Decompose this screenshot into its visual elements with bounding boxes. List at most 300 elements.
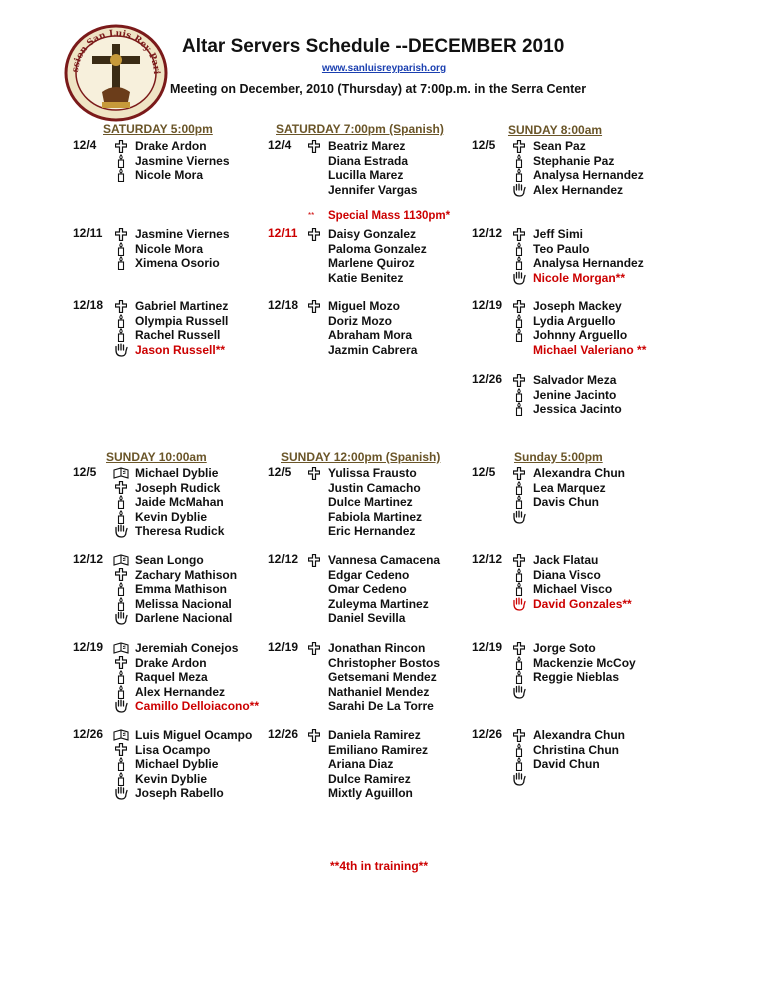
blank-icon	[306, 568, 322, 582]
server-row	[113, 582, 227, 597]
candle-icon	[511, 328, 527, 342]
server-name: Sarahi De La Torre	[328, 699, 434, 714]
server-name: Marlene Quiroz	[328, 256, 415, 271]
server-row	[113, 227, 230, 242]
server-row	[113, 757, 218, 772]
blank-icon	[306, 597, 322, 611]
server-name: Analysa Hernandez	[533, 168, 644, 183]
candle-icon	[511, 242, 527, 256]
server-row	[306, 271, 403, 286]
server-row	[113, 299, 228, 314]
special-mass-note: Special Mass 1130pm*	[328, 210, 451, 222]
processional-cross-icon	[306, 466, 322, 480]
server-name: Emiliano Ramirez	[328, 742, 429, 757]
server-row	[511, 183, 623, 198]
blank-icon	[306, 154, 322, 168]
server-name: Sean Longo	[135, 553, 204, 568]
server-name: Fabiola Martinez	[328, 509, 423, 524]
blank-icon	[306, 582, 322, 596]
server-name: Jeremiah Conejos	[135, 641, 239, 656]
server-name: Zuleyma Martinez	[328, 596, 429, 611]
server-row	[511, 743, 619, 758]
server-row	[113, 466, 218, 481]
blank-icon	[306, 510, 322, 524]
server-name: Dulce Ramirez	[328, 771, 411, 786]
candle-icon	[511, 743, 527, 757]
server-row	[306, 670, 437, 685]
blank-icon	[306, 611, 322, 625]
server-name: Analysa Hernandez	[533, 256, 644, 271]
candle-icon	[511, 568, 527, 582]
server-name: Daniel Sevilla	[328, 611, 406, 626]
server-name: Jeff Simi	[533, 227, 584, 242]
header-saturday-5pm: SATURDAY 5:00pm	[103, 122, 213, 136]
service-date: 12/19	[472, 298, 503, 312]
blank-icon	[306, 743, 322, 757]
server-row	[306, 772, 411, 787]
server-name: Michael Dyblie	[135, 757, 219, 772]
bell-hand-icon	[511, 685, 527, 699]
server-row	[113, 685, 225, 700]
server-row	[113, 328, 220, 343]
blank-icon	[306, 314, 322, 328]
server-name: Jessica Jacinto	[533, 402, 622, 417]
server-row	[306, 256, 415, 271]
server-name: Yulissa Frausto	[328, 466, 417, 481]
server-name: Omar Cedeno	[328, 582, 407, 597]
note-marker: **	[308, 211, 315, 220]
candle-icon	[113, 168, 129, 182]
server-row	[113, 314, 228, 329]
server-row	[113, 481, 220, 496]
server-name: Stephanie Paz	[533, 153, 615, 168]
bell-hand-icon	[113, 343, 129, 357]
server-row	[113, 154, 230, 169]
server-row	[511, 168, 644, 183]
server-row	[511, 373, 616, 388]
server-name: Michael Valeriano **	[533, 342, 647, 357]
processional-cross-icon	[306, 641, 322, 655]
candle-icon	[113, 256, 129, 270]
server-name: Joseph Mackey	[533, 299, 622, 314]
service-date: 12/26	[73, 727, 104, 741]
candle-icon	[113, 495, 129, 509]
server-name: Mackenzie McCoy	[533, 655, 636, 670]
server-row	[306, 343, 417, 358]
processional-cross-icon	[511, 641, 527, 655]
candle-icon	[511, 314, 527, 328]
service-date: 12/4	[268, 138, 292, 152]
blank-icon	[306, 524, 322, 538]
server-name: Nathaniel Mendez	[328, 684, 430, 699]
server-row	[306, 139, 405, 154]
server-name: Davis Chun	[533, 495, 600, 510]
server-name: Teo Paulo	[533, 241, 590, 256]
server-name: Jason Russell**	[135, 342, 226, 357]
processional-cross-icon	[306, 728, 322, 742]
processional-cross-icon	[113, 743, 129, 757]
server-row	[306, 699, 434, 714]
server-row	[113, 597, 232, 612]
server-row	[113, 524, 224, 539]
bell-hand-icon	[511, 597, 527, 611]
service-date: 12/19	[268, 640, 299, 654]
candle-icon	[113, 582, 129, 596]
server-row	[113, 256, 220, 271]
page-title: Altar Servers Schedule --DECEMBER 2010	[182, 36, 565, 57]
blank-icon	[306, 343, 322, 357]
candle-icon	[113, 242, 129, 256]
server-name: Jasmine Viernes	[135, 227, 230, 242]
server-name: Beatriz Marez	[328, 139, 406, 154]
server-row	[113, 656, 207, 671]
server-name: Camillo Delloiacono**	[135, 699, 260, 714]
server-name: Jaide McMahan	[135, 495, 224, 510]
candle-icon	[113, 154, 129, 168]
service-date: 12/26	[472, 372, 503, 386]
service-date: 12/11	[73, 226, 103, 240]
blank-icon	[306, 495, 322, 509]
server-name: Gabriel Martinez	[135, 299, 229, 314]
candle-icon	[511, 256, 527, 270]
candle-icon	[113, 685, 129, 699]
server-row	[511, 510, 533, 525]
server-name: Rachel Russell	[135, 328, 221, 343]
candle-icon	[511, 495, 527, 509]
server-row	[511, 299, 622, 314]
server-name: Lea Marquez	[533, 480, 606, 495]
server-row	[306, 728, 421, 743]
server-name: Drake Ardon	[135, 655, 207, 670]
blank-icon	[306, 670, 322, 684]
candle-icon	[511, 656, 527, 670]
blank-icon	[306, 656, 322, 670]
bell-hand-icon	[113, 699, 129, 713]
processional-cross-icon	[113, 139, 129, 153]
header-sunday-8am: SUNDAY 8:00am	[508, 123, 603, 137]
server-name: Katie Benitez	[328, 270, 404, 285]
candle-icon	[511, 481, 527, 495]
header-sunday-10am: SUNDAY 10:00am	[106, 450, 207, 464]
server-name: Edgar Cedeno	[328, 567, 410, 582]
server-name: Luis Miguel Ocampo	[135, 728, 253, 743]
server-row	[306, 495, 413, 510]
server-row	[511, 568, 601, 583]
server-name: Theresa Rudick	[135, 524, 225, 539]
server-row	[306, 524, 415, 539]
server-row	[306, 299, 400, 314]
blank-icon	[306, 772, 322, 786]
server-row	[511, 656, 636, 671]
server-row	[306, 183, 417, 198]
service-date: 12/5	[472, 138, 496, 152]
service-date: 12/19	[472, 640, 503, 654]
training-footnote: **4th in training**	[330, 859, 429, 873]
server-row	[306, 611, 405, 626]
service-date: 12/26	[472, 727, 503, 741]
server-name: Nicole Mora	[135, 168, 204, 183]
server-name: Vannesa Camacena	[328, 553, 441, 568]
server-row	[306, 466, 417, 481]
server-name: David Gonzales**	[533, 596, 632, 611]
server-name: Jasmine Viernes	[135, 153, 230, 168]
server-name: Miguel Mozo	[328, 299, 400, 314]
server-name: Kevin Dyblie	[135, 509, 208, 524]
server-row	[511, 728, 625, 743]
server-row	[113, 568, 237, 583]
service-date: 12/18	[268, 298, 299, 312]
blank-icon	[306, 183, 322, 197]
server-name: Nicole Mora	[135, 241, 204, 256]
server-row	[113, 743, 210, 758]
server-name: Ximena Osorio	[135, 256, 220, 271]
candle-icon	[511, 582, 527, 596]
server-name: Michael Dyblie	[135, 466, 219, 481]
blank-icon	[306, 242, 322, 256]
server-name: Christina Chun	[533, 742, 619, 757]
server-name: Joseph Rudick	[135, 480, 221, 495]
blank-icon	[306, 256, 322, 270]
candle-icon	[511, 168, 527, 182]
server-name: Ariana Diaz	[328, 757, 394, 772]
bell-hand-icon	[511, 772, 527, 786]
server-name: Alexandra Chun	[533, 466, 626, 481]
candle-icon	[113, 314, 129, 328]
bell-hand-icon	[113, 524, 129, 538]
server-row	[113, 772, 207, 787]
server-row	[113, 728, 252, 743]
server-name: Abraham Mora	[328, 328, 413, 343]
server-name: Olympia Russell	[135, 313, 229, 328]
service-date: 12/5	[73, 465, 97, 479]
server-row	[511, 343, 646, 358]
processional-cross-icon	[306, 227, 322, 241]
server-name: Salvador Meza	[533, 373, 617, 388]
service-date: 12/12	[73, 552, 104, 566]
server-name: Nicole Morgan**	[533, 270, 626, 285]
server-row	[306, 242, 427, 257]
candle-icon	[511, 388, 527, 402]
candle-icon	[113, 510, 129, 524]
service-date: 12/11	[268, 226, 298, 240]
blank-icon	[306, 786, 322, 800]
server-row	[113, 670, 208, 685]
server-name: Jennifer Vargas	[328, 182, 418, 197]
processional-cross-icon	[511, 227, 527, 241]
processional-cross-icon	[511, 466, 527, 480]
service-date: 12/5	[472, 465, 496, 479]
server-name: Jack Flatau	[533, 553, 599, 568]
server-row	[306, 786, 413, 801]
server-row	[511, 271, 625, 286]
server-row	[306, 510, 422, 525]
service-date: 12/12	[472, 226, 503, 240]
server-name: Lucilla Marez	[328, 168, 404, 183]
server-row	[306, 481, 421, 496]
candle-icon	[113, 772, 129, 786]
server-row	[511, 227, 583, 242]
book-icon	[113, 641, 129, 655]
processional-cross-icon	[306, 299, 322, 313]
candle-icon	[511, 670, 527, 684]
server-row	[511, 328, 627, 343]
blank-icon	[306, 699, 322, 713]
server-name: Christopher Bostos	[328, 655, 441, 670]
server-row	[511, 597, 632, 612]
server-name: Sean Paz	[533, 139, 586, 154]
processional-cross-icon	[306, 553, 322, 567]
server-name: Alexandra Chun	[533, 728, 626, 743]
server-row	[511, 553, 598, 568]
server-name: Johnny Arguello	[533, 328, 628, 343]
server-row	[511, 582, 612, 597]
meeting-notice: Meeting on December, 2010 (Thursday) at 7:00p.m. in the Serra Center	[170, 82, 587, 96]
server-row	[113, 641, 238, 656]
server-name: Getsemani Mendez	[328, 670, 437, 685]
blank-icon	[306, 328, 322, 342]
server-name: Darlene Nacional	[135, 611, 233, 626]
service-date: 12/18	[73, 298, 104, 312]
bell-hand-icon	[511, 510, 527, 524]
server-row	[511, 466, 625, 481]
server-name: Lisa Ocampo	[135, 742, 211, 757]
server-row	[511, 242, 589, 257]
processional-cross-icon	[511, 553, 527, 567]
server-row	[306, 582, 407, 597]
bell-hand-icon	[511, 271, 527, 285]
server-row	[511, 256, 644, 271]
server-name: Mixtly Aguillon	[328, 786, 413, 801]
processional-cross-icon	[511, 728, 527, 742]
server-name: Raquel Meza	[135, 670, 208, 685]
processional-cross-icon	[113, 656, 129, 670]
server-name: Diana Estrada	[328, 153, 409, 168]
server-row	[511, 481, 606, 496]
server-name: Jazmin Cabrera	[328, 342, 418, 357]
server-row	[113, 495, 224, 510]
server-row	[306, 314, 392, 329]
server-row	[306, 328, 412, 343]
server-row	[306, 743, 428, 758]
server-name: Melissa Nacional	[135, 596, 232, 611]
processional-cross-icon	[113, 568, 129, 582]
service-date: 12/26	[268, 727, 299, 741]
server-row	[113, 168, 203, 183]
candle-icon	[113, 670, 129, 684]
server-row	[113, 343, 225, 358]
server-name: Zachary Mathison	[135, 567, 238, 582]
server-row	[306, 656, 440, 671]
server-row	[306, 154, 408, 169]
server-row	[511, 388, 616, 403]
bell-hand-icon	[113, 786, 129, 800]
server-row	[306, 553, 440, 568]
book-icon	[113, 728, 129, 742]
blank-icon	[306, 271, 322, 285]
header-sunday-12pm: SUNDAY 12:00pm (Spanish)	[281, 450, 441, 464]
bell-hand-icon	[113, 611, 129, 625]
server-row	[113, 699, 259, 714]
server-name: Joseph Rabello	[135, 786, 224, 801]
server-name: Jonathan Rincon	[328, 641, 426, 656]
server-row	[511, 772, 533, 787]
server-name: Lydia Arguello	[533, 313, 616, 328]
server-row	[511, 495, 599, 510]
server-name: Reggie Nieblas	[533, 670, 620, 685]
header-saturday-7pm: SATURDAY 7:00pm (Spanish)	[276, 122, 444, 136]
candle-icon	[511, 154, 527, 168]
server-row	[306, 597, 429, 612]
server-name: Emma Mathison	[135, 582, 228, 597]
service-date: 12/4	[73, 138, 97, 152]
server-row	[113, 510, 207, 525]
processional-cross-icon	[511, 139, 527, 153]
server-name: Jorge Soto	[533, 641, 596, 656]
server-name: Jenine Jacinto	[533, 387, 617, 402]
server-row	[306, 568, 409, 583]
server-name: Justin Camacho	[328, 480, 421, 495]
server-row	[306, 168, 403, 183]
service-date: 12/19	[73, 640, 104, 654]
service-date: 12/5	[268, 465, 292, 479]
server-row	[511, 139, 586, 154]
server-name: Paloma Gonzalez	[328, 241, 427, 256]
server-row	[511, 154, 614, 169]
server-name: Eric Hernandez	[328, 524, 416, 539]
server-name: Dulce Martinez	[328, 495, 413, 510]
server-row	[306, 227, 416, 242]
blank-icon	[511, 343, 527, 357]
server-name: Michael Visco	[533, 582, 613, 597]
server-row	[511, 757, 600, 772]
server-row	[511, 641, 596, 656]
server-row	[511, 670, 619, 685]
processional-cross-icon	[113, 227, 129, 241]
server-row	[306, 757, 393, 772]
server-row	[113, 611, 232, 626]
server-name: Doriz Mozo	[328, 313, 392, 328]
server-row	[113, 553, 204, 568]
candle-icon	[511, 757, 527, 771]
processional-cross-icon	[113, 299, 129, 313]
candle-icon	[113, 757, 129, 771]
server-row	[306, 641, 425, 656]
processional-cross-icon	[113, 481, 129, 495]
server-name: David Chun	[533, 757, 600, 772]
server-name: Kevin Dyblie	[135, 771, 208, 786]
blank-icon	[306, 757, 322, 771]
service-date: 12/12	[472, 552, 503, 566]
server-name: Drake Ardon	[135, 139, 207, 154]
processional-cross-icon	[511, 373, 527, 387]
server-row	[511, 402, 622, 417]
candle-icon	[113, 328, 129, 342]
server-row	[113, 786, 224, 801]
server-row	[511, 685, 533, 700]
server-name: Alex Hernandez	[135, 684, 226, 699]
server-name: Diana Visco	[533, 567, 601, 582]
candle-icon	[511, 402, 527, 416]
bell-hand-icon	[511, 183, 527, 197]
server-row	[113, 139, 207, 154]
parish-website-link[interactable]: www.sanluisreyparish.org	[321, 63, 447, 74]
processional-cross-icon	[306, 139, 322, 153]
candle-icon	[113, 597, 129, 611]
server-name: Daniela Ramirez	[328, 728, 421, 743]
processional-cross-icon	[511, 299, 527, 313]
server-name: Alex Hernandez	[533, 182, 624, 197]
blank-icon	[306, 168, 322, 182]
